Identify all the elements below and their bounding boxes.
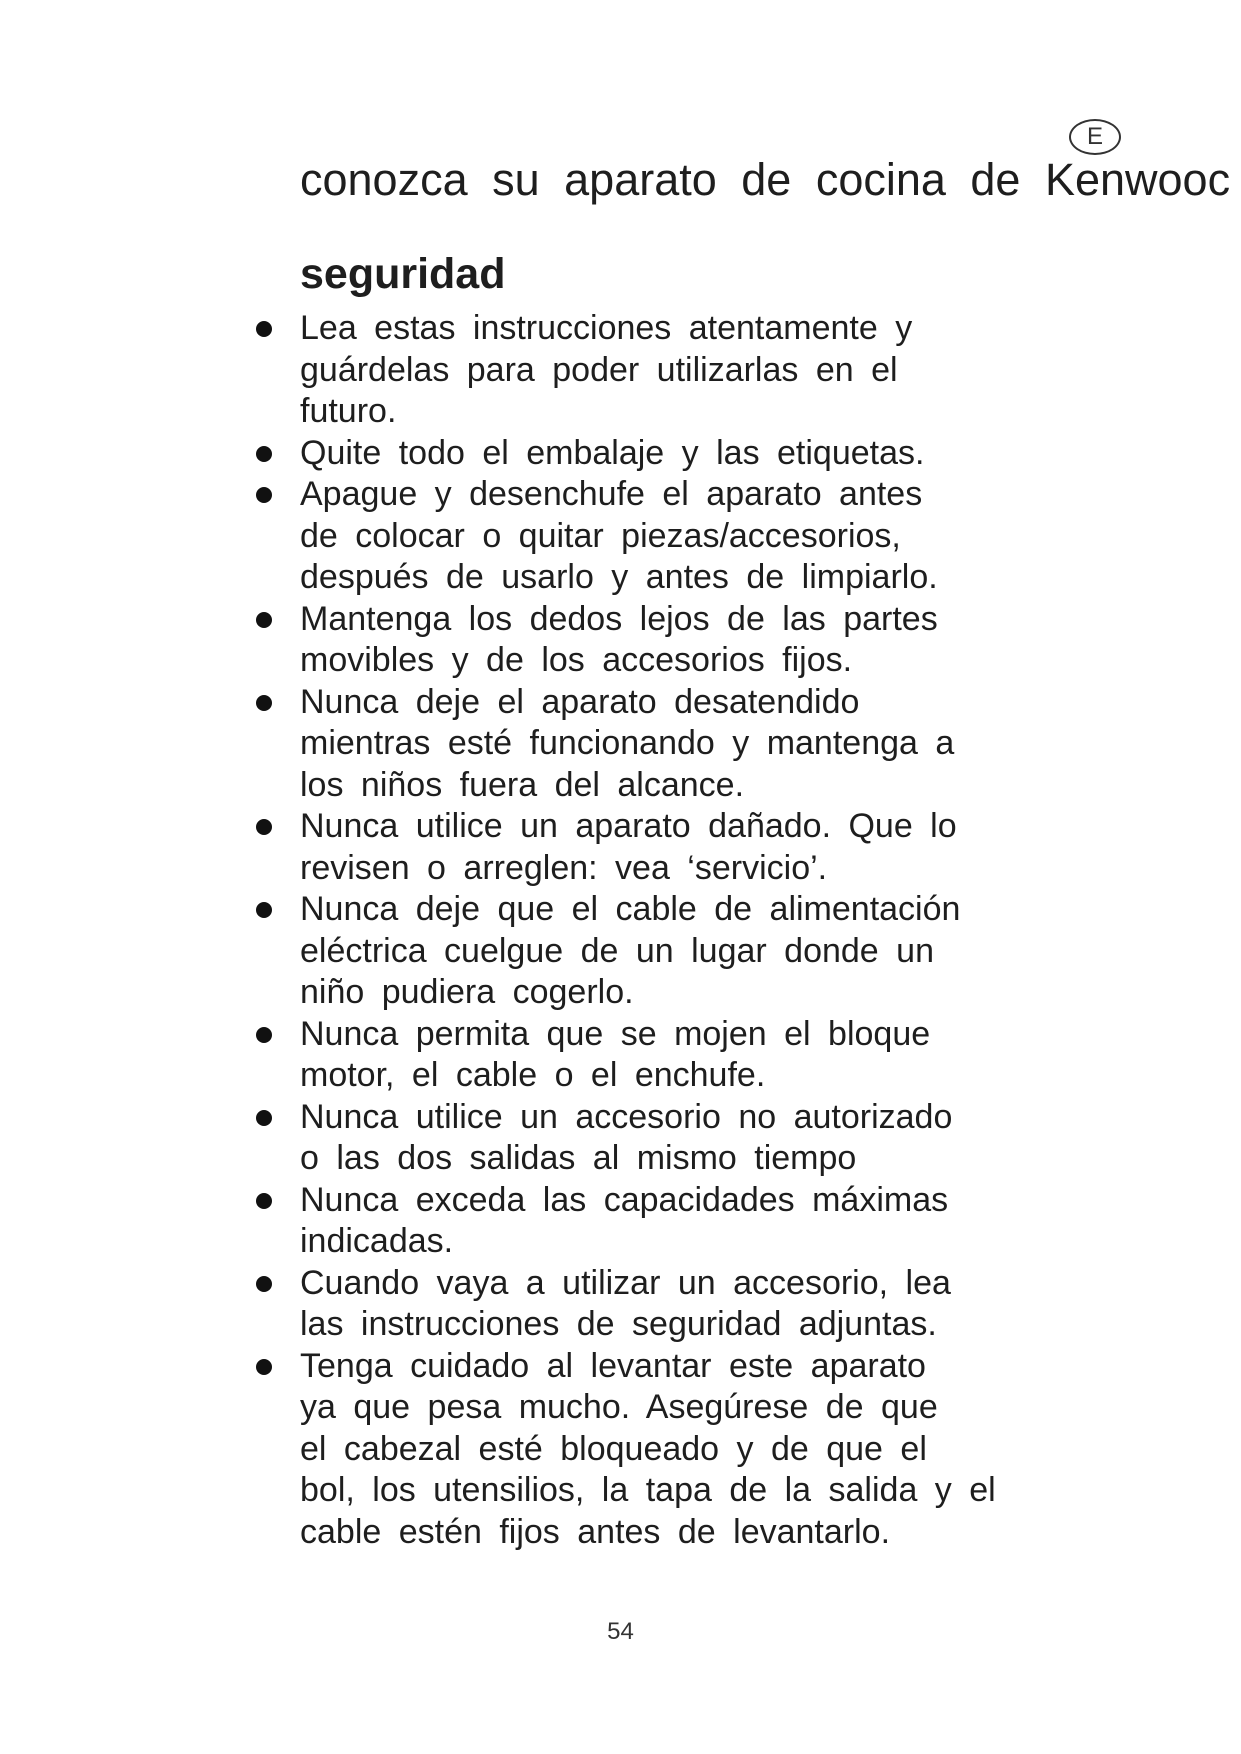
safety-item-line: Nunca exceda las capacidades máximas — [300, 1180, 949, 1219]
safety-item-line: futuro. — [300, 392, 397, 430]
safety-item-line: Lea estas instrucciones atentamente y — [300, 309, 913, 347]
safety-item — [300, 474, 1040, 599]
safety-item-line: Quite todo el embalaje y las etiquetas. — [300, 433, 925, 472]
bullet-icon — [256, 1110, 272, 1126]
bullet-icon — [256, 1359, 272, 1375]
bullet-icon — [256, 321, 272, 337]
page-title: conozca su aparato de cocina de Kenwooc — [300, 154, 1231, 205]
bullet-icon — [256, 612, 272, 628]
safety-item-line: eléctrica cuelgue de un lugar donde un — [300, 931, 934, 970]
safety-item-line: movibles y de los accesorios fijos. — [300, 641, 853, 679]
safety-item-line: de colocar o quitar piezas/accesorios, — [300, 516, 901, 555]
safety-item-line: el cabezal esté bloqueado y de que el — [300, 1429, 927, 1468]
page-number: 54 — [607, 1618, 634, 1645]
bullet-icon — [256, 487, 272, 503]
language-badge: E — [1069, 119, 1121, 155]
safety-item-line: indicadas. — [300, 1222, 454, 1260]
safety-item — [300, 682, 1040, 807]
safety-item-line: cable estén fijos antes de levantarlo. — [300, 1512, 891, 1551]
safety-item-line: o las dos salidas al mismo tiempo — [300, 1139, 857, 1177]
safety-item — [300, 889, 1040, 1014]
safety-list — [300, 308, 1040, 1553]
safety-item-line: motor, el cable o el enchufe. — [300, 1056, 766, 1094]
safety-item — [300, 1014, 1040, 1097]
safety-item — [300, 599, 1040, 682]
safety-item-line: guárdelas para poder utilizarlas en el — [300, 350, 898, 389]
bullet-icon — [256, 1027, 272, 1043]
bullet-icon — [256, 695, 272, 711]
safety-item-line: Apague y desenchufe el aparato antes — [300, 475, 923, 513]
safety-item-line: Cuando vaya a utilizar un accesorio, lea — [300, 1263, 951, 1302]
safety-item-line: Nunca utilice un aparato dañado. Que lo — [300, 807, 957, 845]
safety-item — [300, 433, 1040, 475]
safety-item-line: revisen o arreglen: vea ‘servicio’. — [300, 848, 828, 887]
safety-item — [300, 1097, 1040, 1180]
safety-item-line: Mantenga los dedos lejos de las partes — [300, 599, 938, 638]
bullet-icon — [256, 1193, 272, 1209]
safety-item — [300, 1180, 1040, 1263]
bullet-icon — [256, 819, 272, 835]
safety-item — [300, 806, 1040, 889]
bullet-icon — [256, 1276, 272, 1292]
safety-item-line: bol, los utensilios, la tapa de la salida y el — [300, 1471, 996, 1509]
section-heading: seguridad — [300, 250, 506, 298]
safety-item — [300, 1346, 1040, 1554]
safety-item-line: mientras esté funcionando y mantenga a — [300, 724, 955, 762]
bullet-icon — [256, 446, 272, 462]
safety-item-line: Tenga cuidado al levantar este aparato — [300, 1346, 926, 1385]
safety-item-line: Nunca permita que se mojen el bloque — [300, 1014, 931, 1053]
safety-item — [300, 1263, 1040, 1346]
safety-item-line: después de usarlo y antes de limpiarlo. — [300, 558, 938, 596]
safety-item — [300, 308, 1040, 433]
safety-item-line: Nunca utilice un accesorio no autorizado — [300, 1097, 953, 1136]
safety-item-line: ya que pesa mucho. Asegúrese de que — [300, 1388, 938, 1426]
safety-item-line: las instrucciones de seguridad adjuntas. — [300, 1305, 937, 1343]
safety-item-line: los niños fuera del alcance. — [300, 765, 745, 804]
bullet-icon — [256, 902, 272, 918]
safety-item-line: niño pudiera cogerlo. — [300, 973, 634, 1011]
safety-item-line: Nunca deje el aparato desatendido — [300, 682, 860, 721]
safety-item-line: Nunca deje que el cable de alimentación — [300, 890, 961, 928]
